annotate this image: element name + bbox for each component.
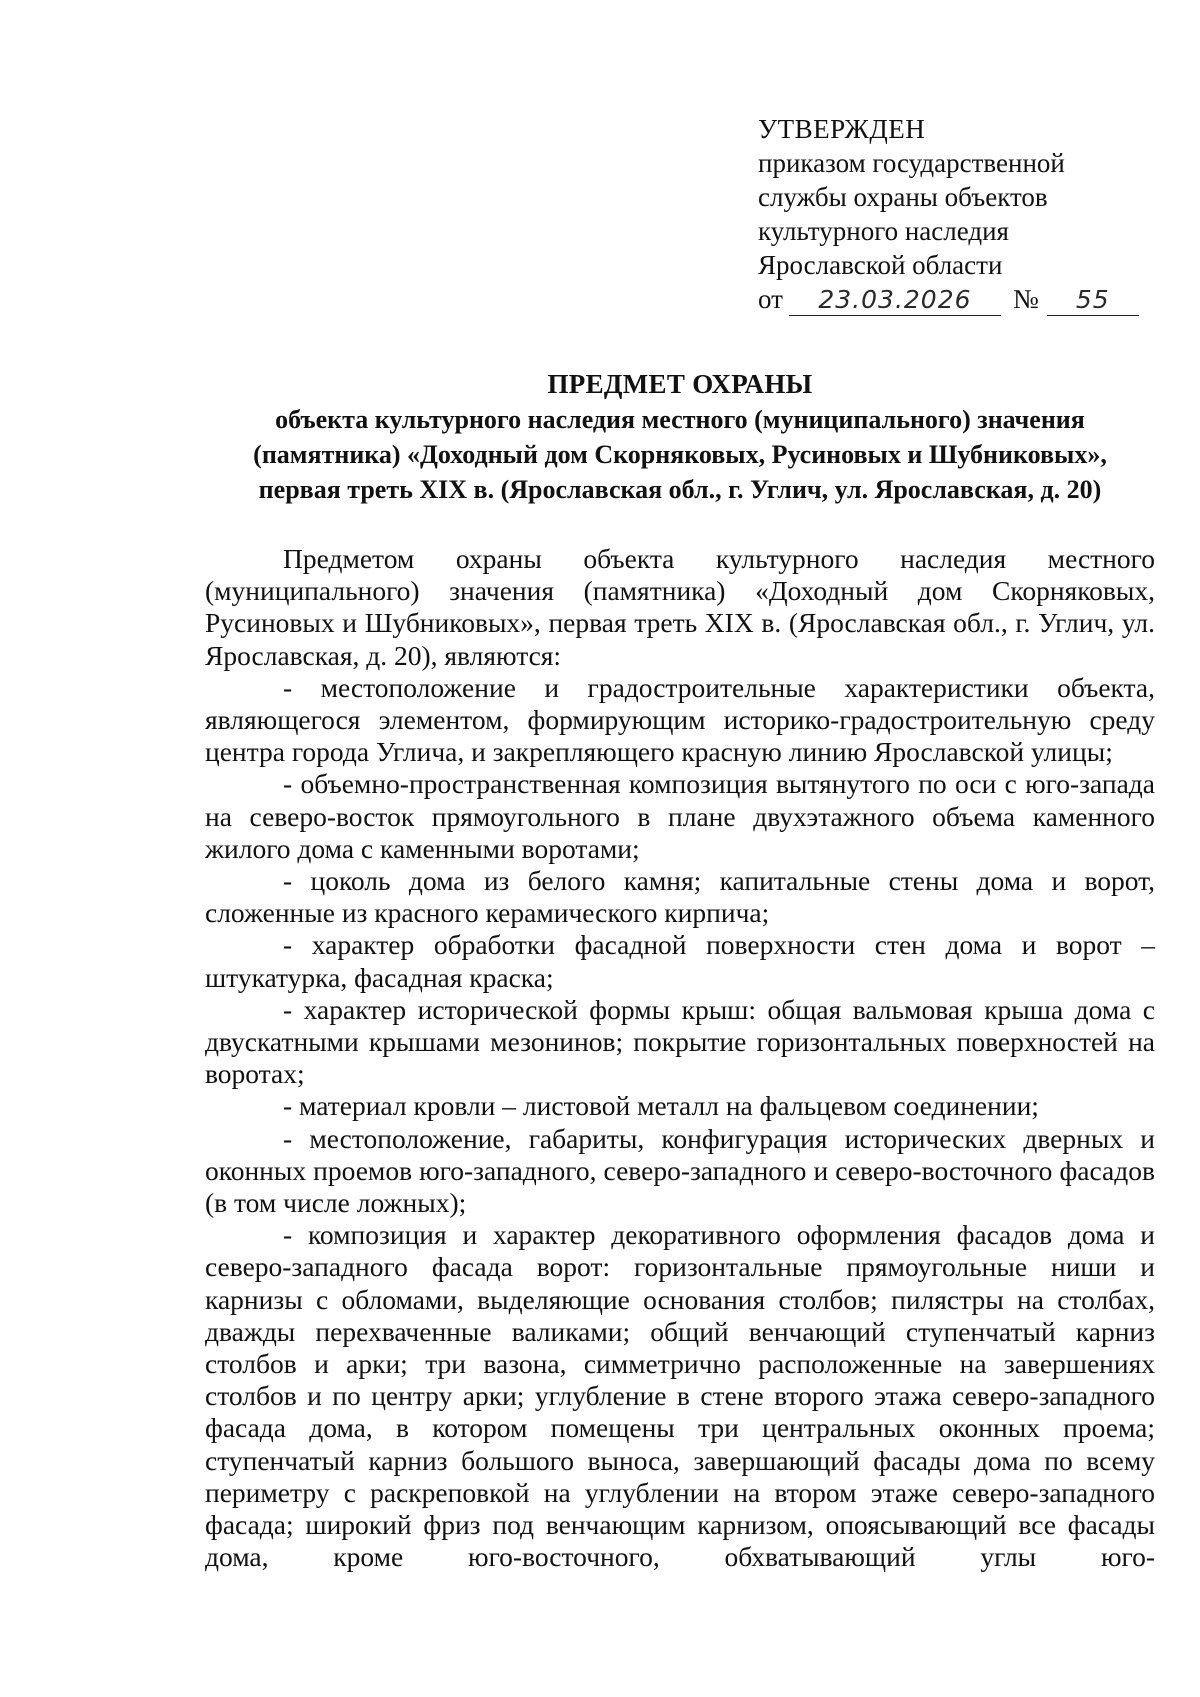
protection-item: - местоположение, габариты, конфигурация исторических дверных и оконных проемов юго-западного, северо-западного и северо-восточного фасадов (в том числе ложных); (205, 1122, 1155, 1219)
document-title: ПРЕДМЕТ ОХРАНЫ (547, 369, 813, 399)
protection-item: - характер исторической формы крыш: общая вальмовая крыша дома с двускатными крышами мезонинов; покрытие горизонтальных поверхностей на воротах; (205, 993, 1155, 1090)
approval-line: приказом государственной (758, 148, 1065, 178)
protection-item: - композиция и характер декоративного оформления фасадов дома и северо-западного фасада ворот: горизонтальные прямоугольные ниши и карнизы с обломами, выделяющие основания столбов; пилястры на столбах, дважды перехваченные валиками; общий венчающий ступенчатый карниз столбов и арки; три вазона, симметрично расположенные на завершениях столбов и по центру арки; углубление в стене второго этажа северо-западного фасада дома, в котором помещены три центральных оконных проема; ступенчатый карниз большого выноса, завершающий фасады дома по всему периметру с раскреповкой на углублении на втором этаже северо-западного фасада; широкий фриз под венчающим карнизом, опоясывающий все фасады дома, кроме юго-восточного, обхватывающий углы юго- (205, 1219, 1155, 1573)
protection-item: - местоположение и градостроительные характеристики объекта, являющегося элементом, формирующим историко-градостроительную среду центра города Углича, и закрепляющего красную линию Ярославской улицы; (205, 671, 1155, 768)
protection-item: - материал кровли – листовой металл на фальцевом соединении; (283, 1090, 1039, 1122)
document-header (205, 367, 1155, 507)
approval-line: Ярославской области (758, 250, 1003, 280)
order-date-number-line (758, 282, 1158, 316)
approval-line: культурного наследия (758, 216, 1009, 246)
number-prefix: № (1012, 284, 1039, 314)
handwritten-number: 55 (1047, 285, 1139, 316)
approval-line: службы охраны объектов (758, 182, 1048, 212)
subtitle-line: первая треть XIX в. (Ярославская обл., г. Углич, ул. Ярославская, д. 20) (258, 475, 1102, 504)
approval-title: УТВЕРЖДЕН (758, 114, 926, 144)
date-prefix: от (758, 284, 783, 314)
protection-item: - цоколь дома из белого камня; капитальные стены дома и ворот, сложенные из красного керамического кирпича; (205, 865, 1155, 929)
document-body (205, 543, 1155, 1574)
protection-item: - объемно-пространственная композиция вытянутого по оси с юго-запада на северо-восток прямоугольного в плане двухэтажного объема каменного жилого дома с каменными воротами; (205, 768, 1155, 864)
subtitle-line: объекта культурного наследия местного (муниципального) значения (275, 405, 1085, 434)
protection-item: - характер обработки фасадной поверхности стен дома и ворот – штукатурка, фасадная краска; (205, 929, 1155, 993)
handwritten-date: 23.03.2026 (789, 285, 1001, 316)
approval-stamp-block (758, 112, 1158, 316)
subtitle-line: (памятника) «Доходный дом Скорняковых, Русиновых и Шубниковых», (253, 440, 1107, 469)
intro-paragraph: Предметом охраны объекта культурного наследия местного (муниципального) значения (памятника) «Доходный дом Скорняковых, Русиновых и Шубниковых», первая треть XIX в. (Ярославская обл., г. Углич, ул. Ярославская, д. 20), являются: (205, 543, 1155, 671)
